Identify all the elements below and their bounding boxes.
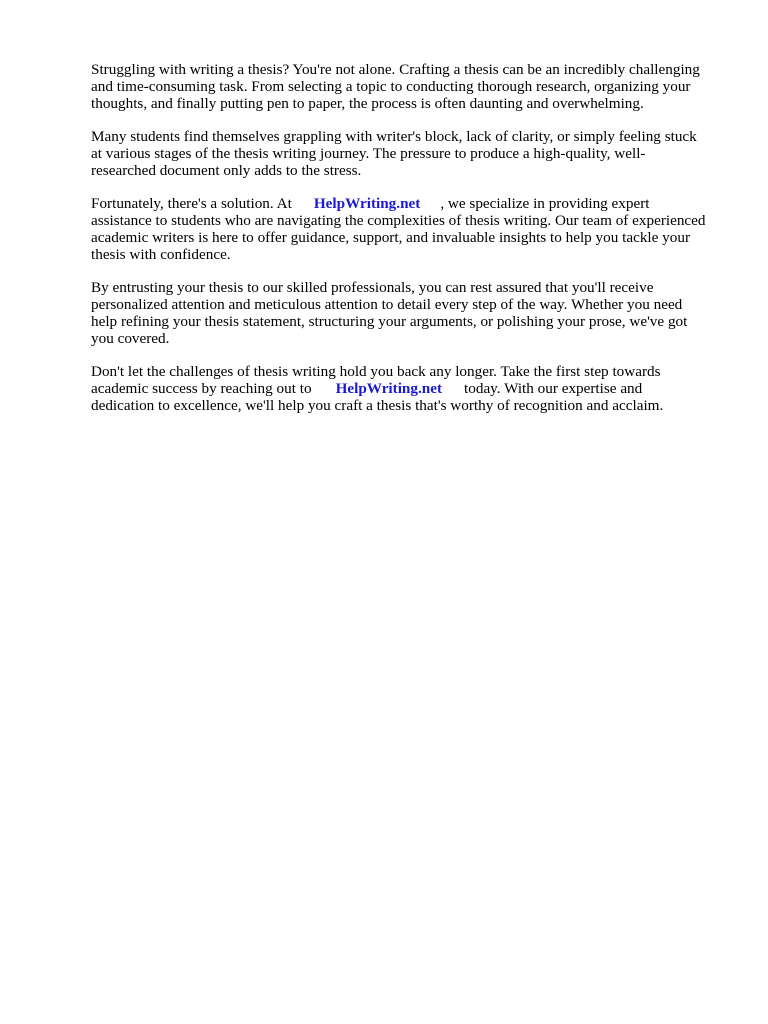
helpwriting-link[interactable]: HelpWriting.net — [313, 195, 421, 212]
text-line: Don't let the challenges of thesis writing hold you back any longer. Take the first step towards — [91, 363, 661, 380]
text-segment: academic success by reaching out to — [91, 380, 312, 397]
helpwriting-link[interactable]: HelpWriting.net — [335, 380, 443, 397]
text-line: thesis with confidence. — [91, 246, 231, 263]
text-line: at various stages of the thesis writing journey. The pressure to produce a high-quality, well- — [91, 145, 646, 162]
paragraph-struggles — [91, 128, 731, 179]
text-line: you covered. — [91, 330, 170, 347]
text-line: help refining your thesis statement, structuring your arguments, or polishing your prose, we've got — [91, 313, 688, 330]
text-line — [91, 380, 731, 397]
text-line: researched document only adds to the stress. — [91, 162, 362, 179]
text-segment: today. With our expertise and — [464, 380, 643, 397]
text-line: thoughts, and finally putting pen to paper, the process is often daunting and overwhelming. — [91, 95, 644, 112]
paragraph-intro — [91, 61, 731, 112]
text-line: assistance to students who are navigating the complexities of thesis writing. Our team of experienced — [91, 212, 706, 229]
text-line — [91, 195, 731, 212]
text-line: By entrusting your thesis to our skilled professionals, you can rest assured that you'll receive — [91, 279, 654, 296]
text-line: Struggling with writing a thesis? You're not alone. Crafting a thesis can be an incredibly challenging — [91, 61, 700, 78]
text-segment: , we specialize in providing expert — [440, 195, 650, 212]
text-line: Many students find themselves grappling with writer's block, lack of clarity, or simply feeling stuck — [91, 128, 697, 145]
text-line: dedication to excellence, we'll help you craft a thesis that's worthy of recognition and acclaim. — [91, 397, 664, 414]
text-line: personalized attention and meticulous attention to detail every step of the way. Whether you need — [91, 296, 683, 313]
paragraph-professionals — [91, 279, 731, 347]
paragraph-call-to-action — [91, 363, 731, 414]
text-line: and time-consuming task. From selecting a topic to conducting thorough research, organizing your — [91, 78, 691, 95]
text-segment: Fortunately, there's a solution. At — [91, 195, 292, 212]
paragraph-solution — [91, 195, 731, 263]
text-line: academic writers is here to offer guidance, support, and invaluable insights to help you tackle your — [91, 229, 691, 246]
document-body — [91, 61, 731, 430]
